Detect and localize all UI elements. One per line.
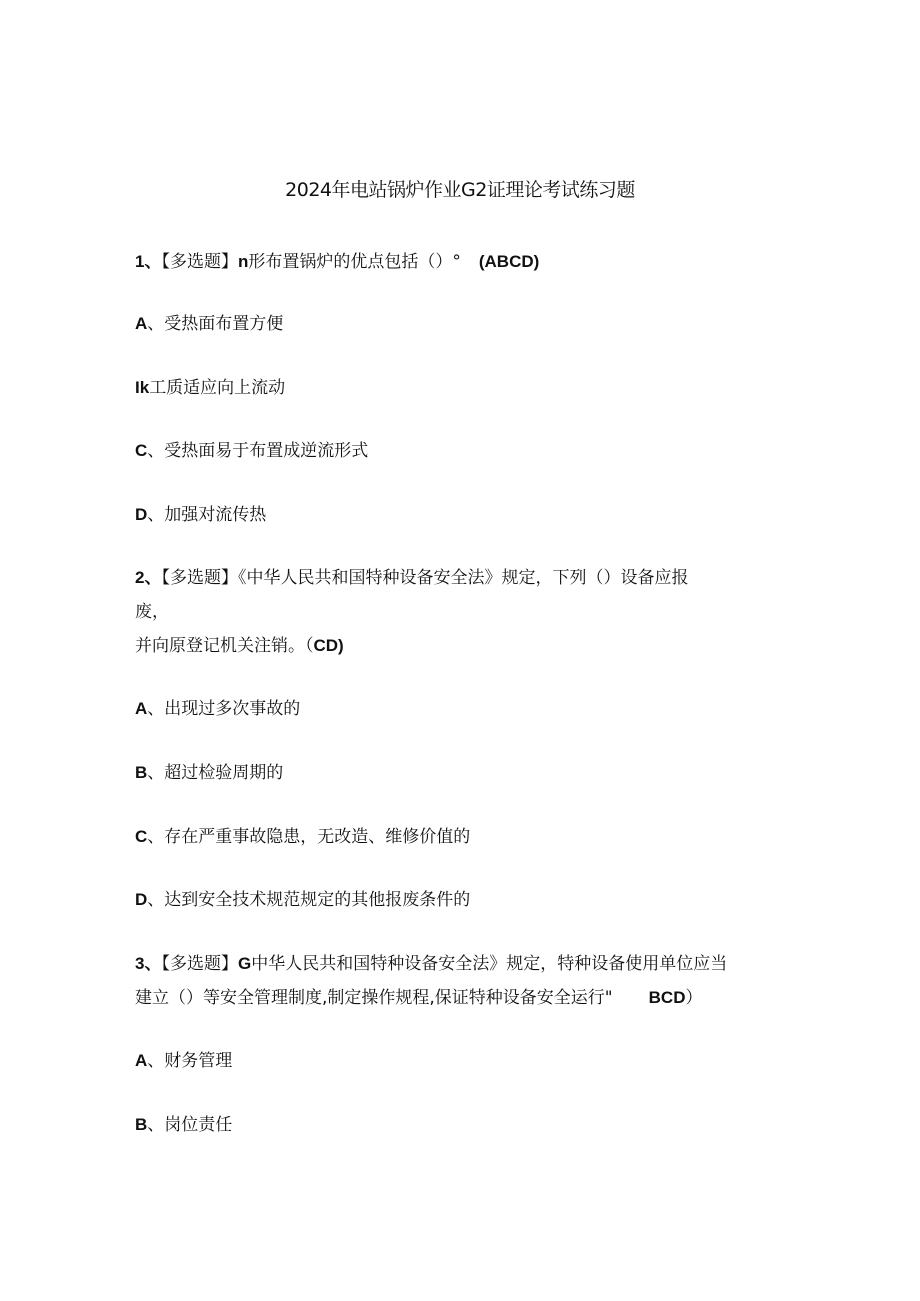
option-separator: 、 [147, 314, 165, 334]
option-label: A [135, 699, 148, 718]
question-type: 【多选题】 [161, 252, 238, 272]
option-separator: 、 [147, 1051, 165, 1071]
question-type: 【多选题】 [161, 568, 238, 588]
option-d [135, 889, 470, 911]
option-b [135, 1114, 232, 1136]
option-separator: 、 [147, 441, 165, 461]
stem-prefix: n [237, 252, 249, 271]
option-a [135, 1050, 232, 1072]
answer-suffix: ） [685, 988, 703, 1008]
option-label: A [135, 1051, 148, 1070]
option-label: C [135, 827, 148, 846]
option-text: 受热面布置方便 [164, 314, 284, 334]
question-text: 形布置锅炉的优点包括（）° [248, 252, 461, 272]
option-text: 受热面易于布置成逆流形式 [164, 441, 369, 461]
option-text: 岗位责任 [164, 1115, 233, 1135]
option-d [135, 504, 266, 526]
option-separator: 、 [147, 505, 165, 525]
answer-key: (ABCD) [478, 252, 540, 271]
option-separator: 、 [147, 699, 165, 719]
option-label: B [135, 763, 148, 782]
option-separator: 、 [147, 890, 165, 910]
option-c [135, 440, 368, 462]
option-text: 加强对流传热 [164, 505, 267, 525]
option-label: B [135, 1115, 148, 1134]
option-separator: 、 [147, 763, 165, 783]
question-number: 1、 [135, 252, 162, 271]
option-separator: 、 [147, 1115, 165, 1135]
option-label: C [135, 441, 148, 460]
option-label: D [135, 890, 148, 909]
option-text: 达到安全技术规范规定的其他报废条件的 [164, 890, 471, 910]
answer-key: BCD [648, 988, 686, 1007]
option-text: 工质适应向上流动 [149, 378, 286, 398]
option-b [135, 762, 283, 784]
option-a [135, 313, 283, 335]
question-type: 【多选题】 [161, 954, 238, 974]
option-text: 存在严重事故隐患，无改造、维修价值的 [164, 827, 471, 847]
option-text: 出现过多次事故的 [164, 699, 301, 719]
question-text: 建立（）等安全管理制度,制定操作规程,保证特种设备安全运行" [135, 988, 613, 1008]
option-label: D [135, 505, 148, 524]
question-3-stem-cont [135, 987, 702, 1009]
option-label: Ik [135, 378, 150, 397]
question-3-stem [135, 953, 727, 975]
document-title: 2024年电站锅炉作业G2证理论考试练习题 [285, 179, 635, 201]
question-text: 中华人民共和国特种设备安全法》规定，特种设备使用单位应当 [251, 954, 728, 974]
option-label: A [135, 314, 148, 333]
option-c [135, 826, 470, 848]
stem-prefix: G [237, 954, 252, 973]
question-2-stem-end [135, 635, 344, 657]
option-a [135, 698, 300, 720]
option-separator: 、 [147, 827, 165, 847]
question-number: 2、 [135, 568, 162, 587]
option-b [135, 377, 285, 399]
question-1-stem [135, 251, 539, 273]
question-2-stem-cont: 废， [135, 602, 169, 622]
question-text: 《中华人民共和国特种设备安全法》规定，下列（）设备应报 [237, 568, 689, 588]
option-text: 财务管理 [164, 1051, 233, 1071]
question-text: 并向原登记机关注销。（ [135, 636, 314, 656]
option-text: 超过检验周期的 [164, 763, 284, 783]
question-2-stem [135, 567, 688, 589]
question-number: 3、 [135, 954, 162, 973]
answer-key: CD) [313, 636, 344, 655]
